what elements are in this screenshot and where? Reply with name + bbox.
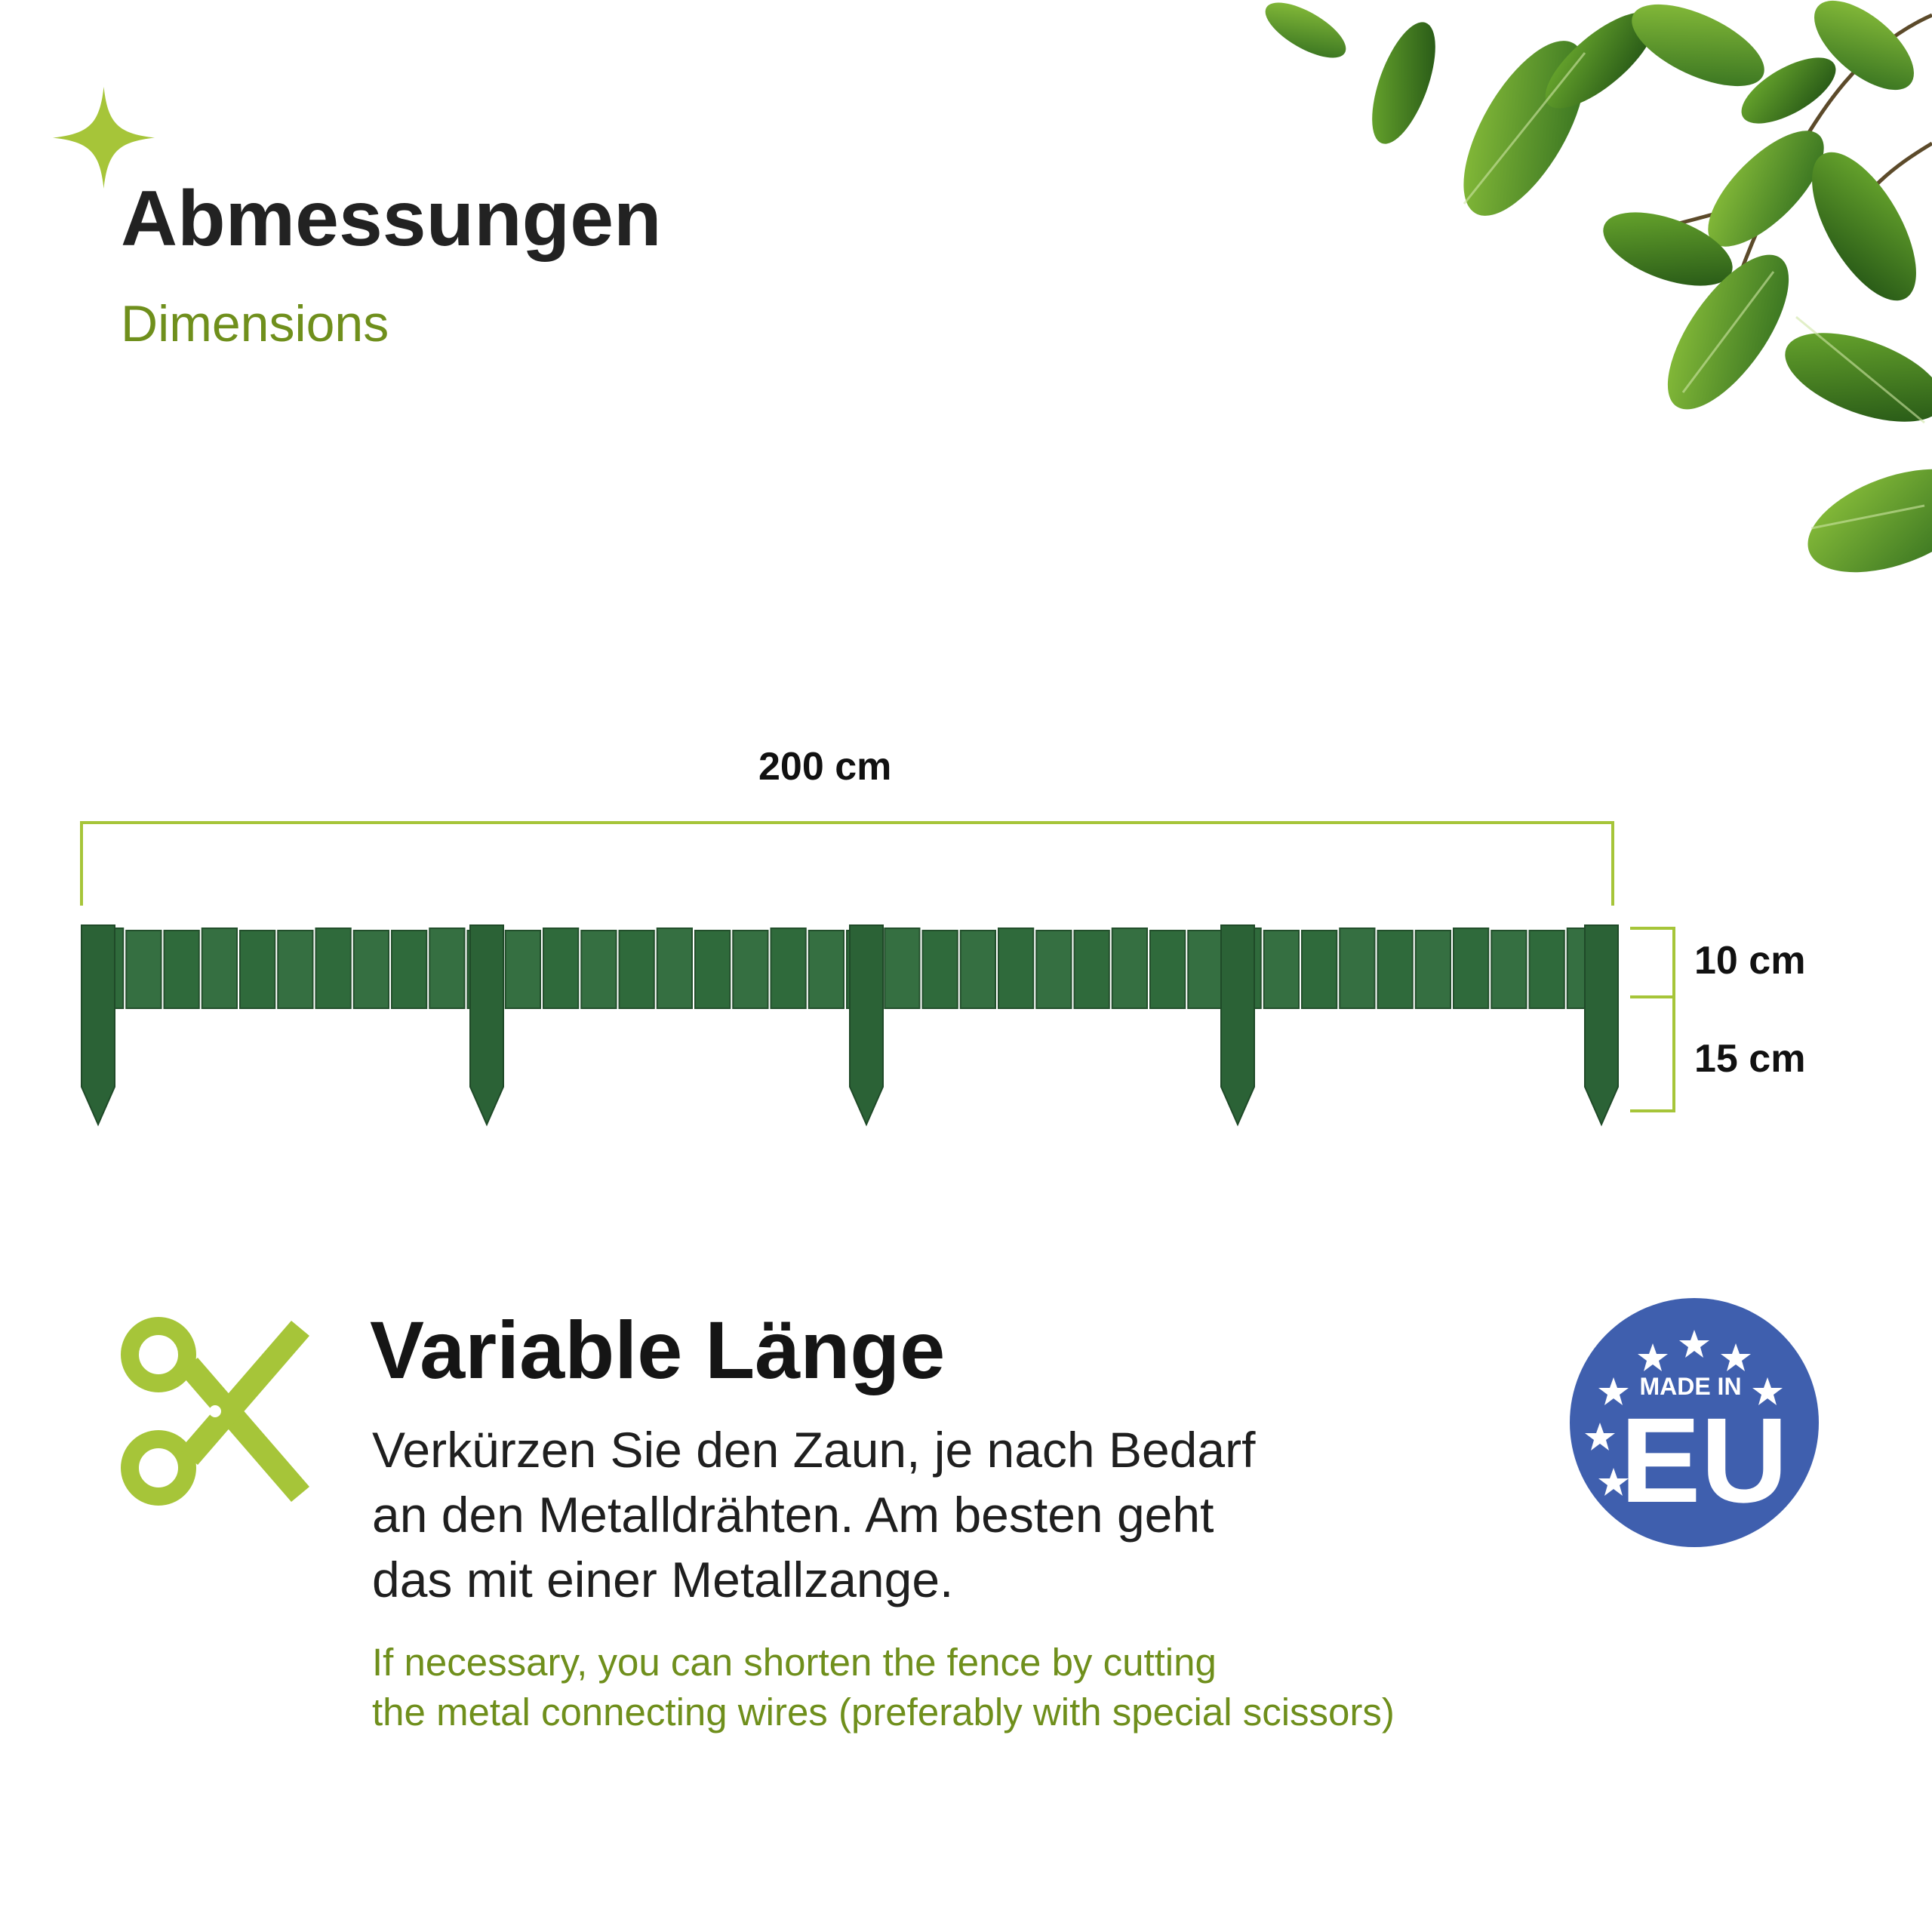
fence-slat (1378, 931, 1413, 1008)
feature-en-line: If necessary, you can shorten the fence by cutting (372, 1641, 1217, 1684)
feature-title: Variable Länge (370, 1304, 946, 1395)
width-dimension-label: 200 cm (758, 745, 892, 789)
fence-slat (923, 931, 958, 1008)
fence-slat (1036, 931, 1071, 1008)
feature-de-line: Verkürzen Sie den Zaun, je nach Bedarf (372, 1422, 1256, 1478)
fence-slat (998, 928, 1033, 1008)
fence-slat (429, 928, 464, 1008)
feature-en-line: the metal connecting wires (preferably with special scissors) (372, 1690, 1395, 1734)
fence-stake (1221, 925, 1254, 1124)
fence-slat (1340, 928, 1374, 1008)
fence-slat (165, 931, 199, 1008)
fence-slat (1530, 931, 1564, 1008)
height-above-label: 10 cm (1694, 939, 1806, 983)
fence-stake (850, 925, 883, 1124)
fence-stake (1585, 925, 1618, 1124)
fence-slat (1302, 931, 1337, 1008)
feature-description-en (372, 1638, 1655, 1737)
fence-slat (884, 928, 919, 1008)
fence-panel (82, 925, 1618, 1124)
fence-slat (657, 928, 692, 1008)
scissors-icon (113, 1309, 317, 1513)
fence-slat (543, 928, 578, 1008)
fence-slat (733, 931, 768, 1008)
fence-slat (202, 928, 237, 1008)
fence-slat (620, 931, 654, 1008)
fence-stake (470, 925, 503, 1124)
fence-slat (1112, 928, 1147, 1008)
fence-slat (961, 931, 995, 1008)
fence-stake (82, 925, 115, 1124)
fence-slat (1150, 931, 1185, 1008)
page-subtitle: Dimensions (121, 295, 389, 352)
fence-slat (581, 931, 616, 1008)
fence-slat (1416, 931, 1451, 1008)
fence-slat (1188, 931, 1223, 1008)
fence-slat (278, 931, 312, 1008)
fence-diagram (0, 815, 1932, 1147)
page-title: Abmessungen (121, 175, 662, 263)
width-dimension-line (82, 823, 1613, 906)
fence-slat (1264, 931, 1299, 1008)
fence-slat (240, 931, 275, 1008)
fence-slat (506, 931, 540, 1008)
feature-de-line: das mit einer Metallzange. (372, 1552, 954, 1607)
fence-slat (771, 928, 806, 1008)
height-below-label: 15 cm (1694, 1037, 1806, 1081)
badge-line2: EU (1620, 1392, 1789, 1527)
sparkle-icon (53, 87, 155, 189)
fence-slat (1491, 931, 1526, 1008)
fence-slat (809, 931, 844, 1008)
badge-line1: MADE IN (1639, 1373, 1742, 1400)
fence-slat (316, 928, 351, 1008)
fence-slat (126, 931, 161, 1008)
height-dimension-line (1630, 928, 1674, 1111)
feature-description-de (372, 1417, 1504, 1612)
fence-slat (1454, 928, 1488, 1008)
fence-slat (1075, 931, 1109, 1008)
feature-de-line: an den Metalldrähten. Am besten geht (372, 1487, 1214, 1543)
fence-slat (392, 931, 426, 1008)
made-in-eu-badge (1570, 1298, 1819, 1547)
leaves-decoration (1245, 0, 1932, 604)
fence-slat (354, 931, 389, 1008)
fence-slat (695, 931, 730, 1008)
